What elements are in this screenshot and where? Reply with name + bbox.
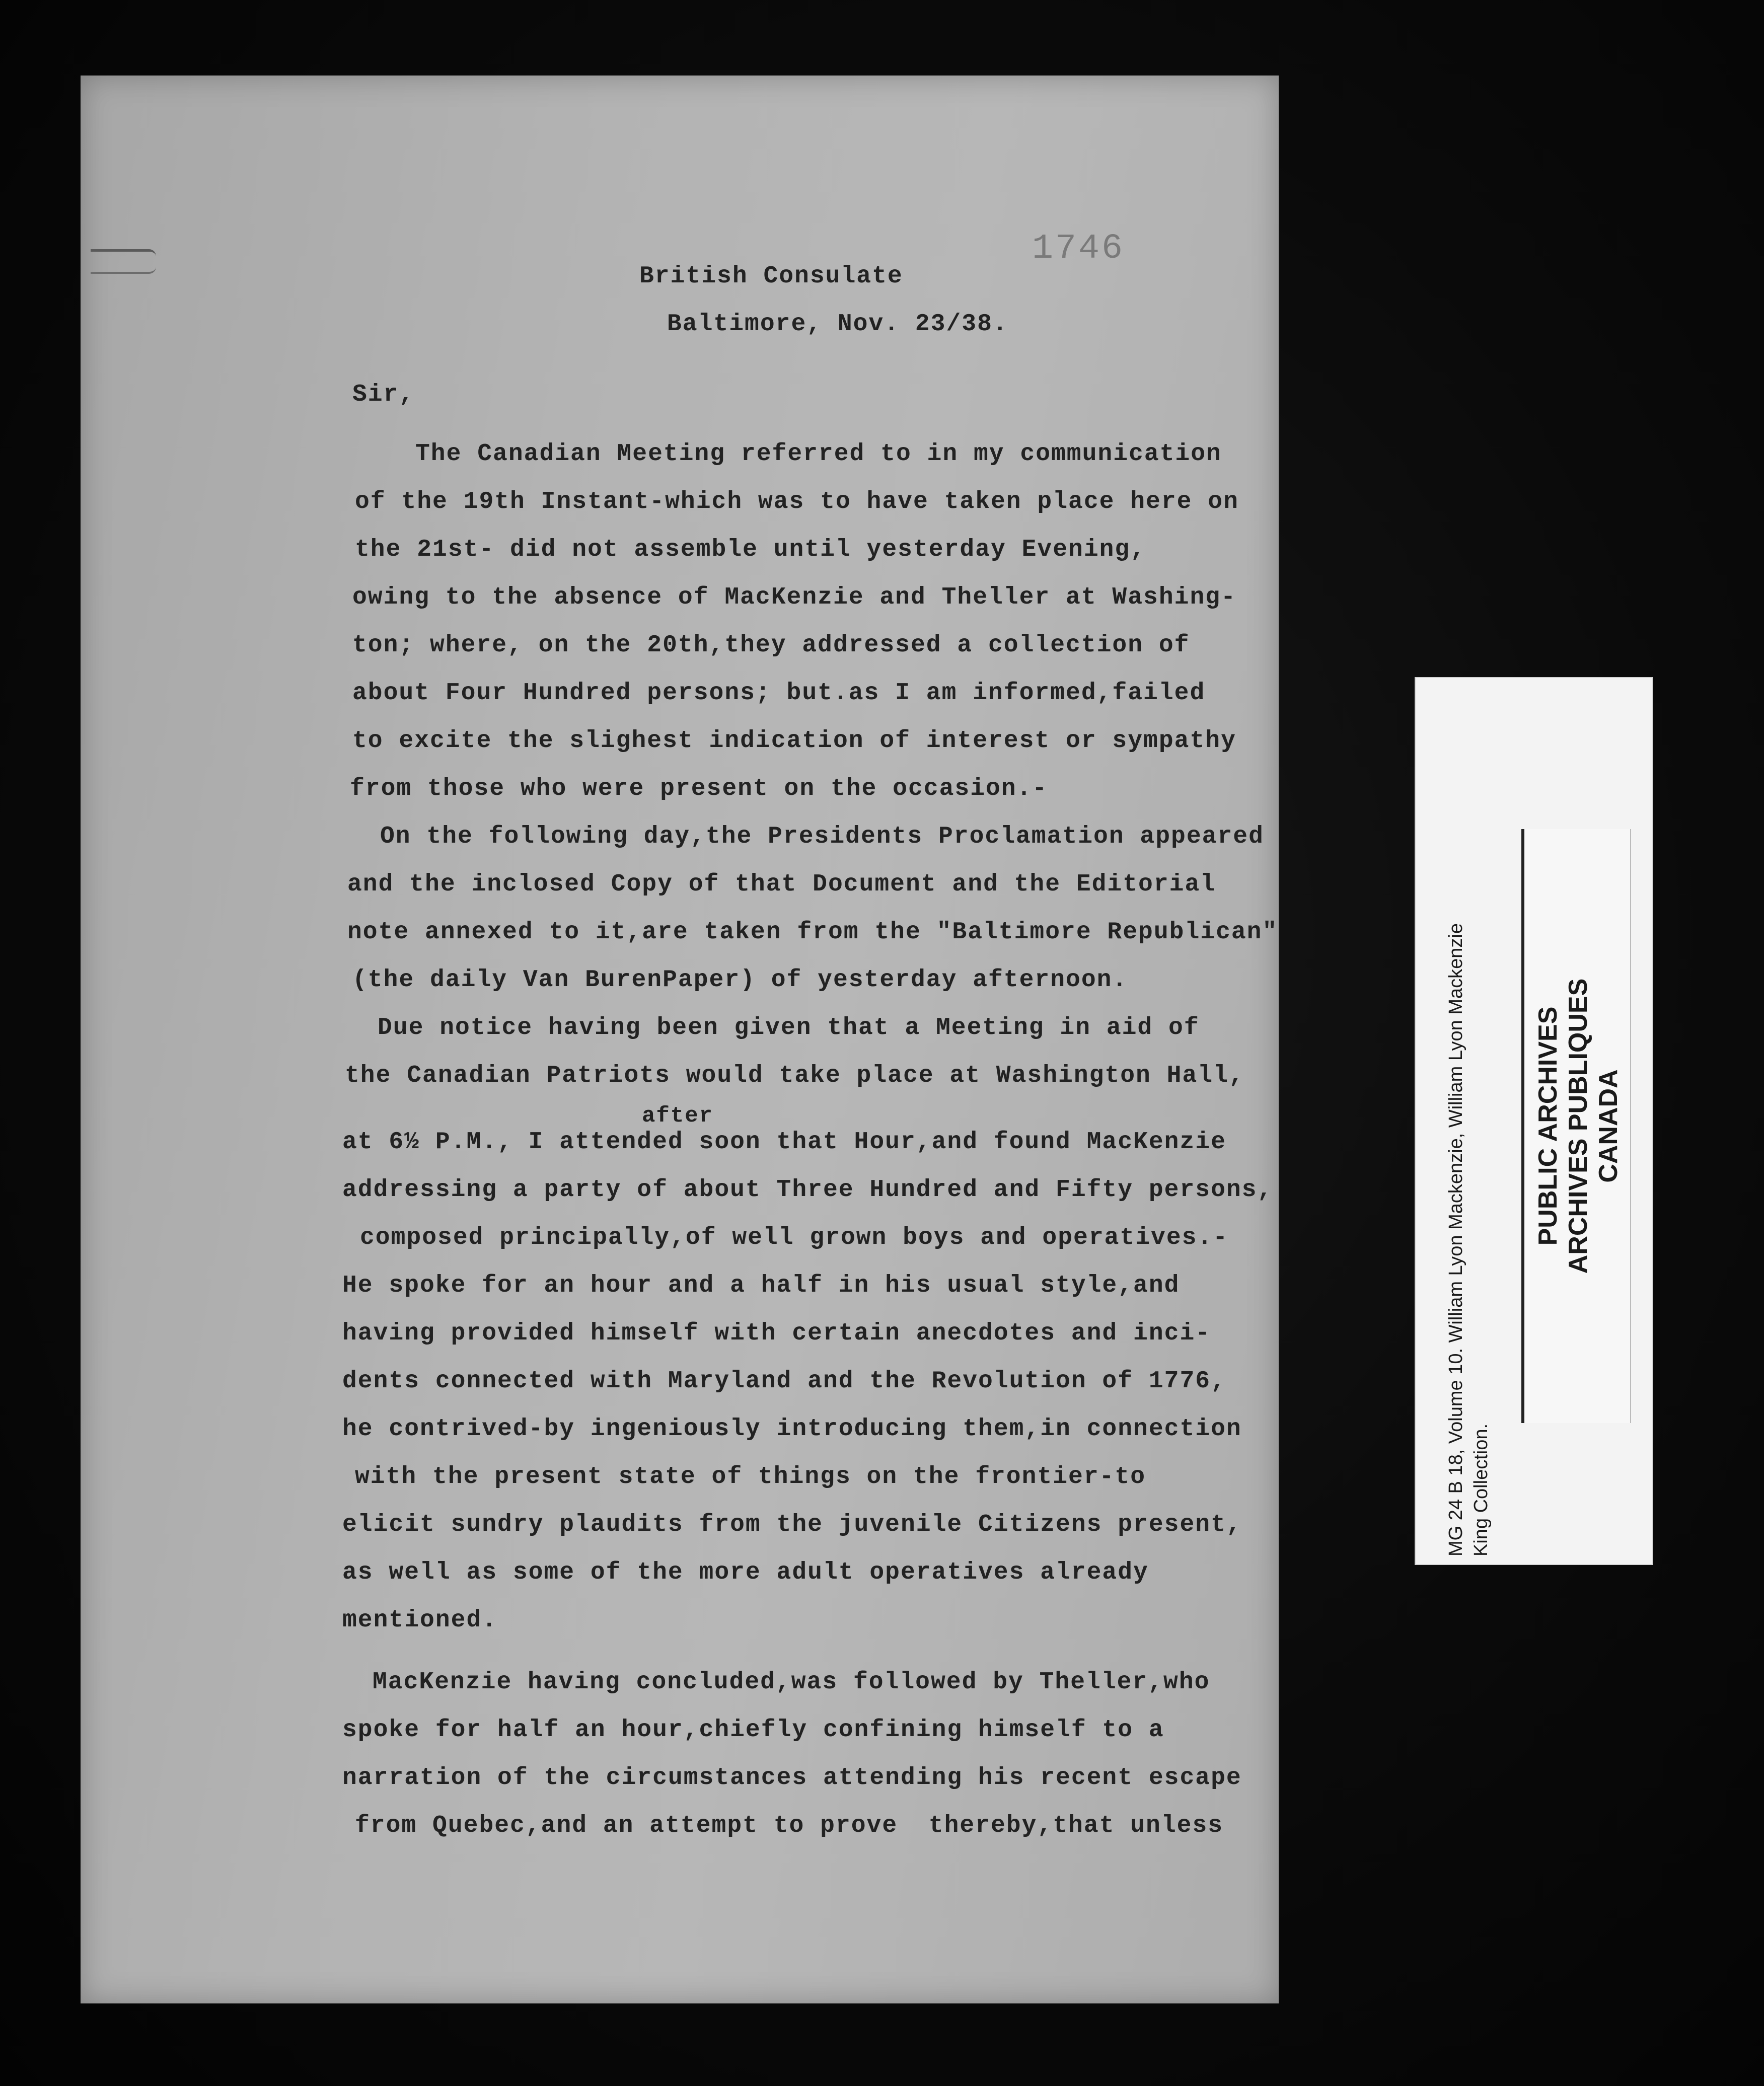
letter-salutation: Sir, xyxy=(352,381,415,408)
letter-line: of the 19th Instant-which was to have taken place here on xyxy=(355,488,1239,515)
letter-line: as well as some of the more adult operatives already xyxy=(342,1559,1149,1586)
citation-line-2: King Collection. xyxy=(1471,1423,1492,1556)
letter-line: owing to the absence of MacKenzie and Theller at Washing- xyxy=(352,584,1236,611)
letter-line: with the present state of things on the frontier-to xyxy=(355,1463,1146,1491)
archive-stamp-box xyxy=(1521,829,1631,1423)
letter-line: spoke for half an hour,chiefly confining himself to a xyxy=(342,1717,1164,1744)
letter-line: the Canadian Patriots would take place at Washington Hall, xyxy=(345,1062,1244,1089)
letter-line: narration of the circumstances attending his recent escape xyxy=(342,1764,1242,1792)
letter-line: and the inclosed Copy of that Document and the Editorial xyxy=(347,871,1216,898)
letter-line: (the daily Van BurenPaper) of yesterday afternoon. xyxy=(352,966,1128,994)
letter-line: MacKenzie having concluded,was followed by Theller,who xyxy=(373,1669,1210,1696)
letter-line: ton; where, on the 20th,they addressed a collection of xyxy=(352,632,1190,659)
letter-line: He spoke for an hour and a half in his usual style,and xyxy=(342,1272,1180,1299)
letter-line: he contrived-by ingeniously introducing them,in connection xyxy=(342,1416,1242,1443)
letter-line: composed principally,of well grown boys and operatives.- xyxy=(360,1224,1229,1251)
typed-letter-page xyxy=(81,76,1279,2003)
page-stamp-number: 1746 xyxy=(1032,229,1125,269)
letter-line: from Quebec,and an attempt to prove thereby,that unless xyxy=(355,1812,1224,1839)
letter-line: at 6½ P.M., I attended soon that Hour,and found MacKenzie xyxy=(342,1129,1226,1156)
citation-line-1: MG 24 B 18, Volume 10. William Lyon Mackenzie, William Lyon Mackenzie xyxy=(1445,923,1466,1556)
letter-line: dents connected with Maryland and the Revolution of 1776, xyxy=(342,1368,1226,1395)
letter-line: addressing a party of about Three Hundred and Fifty persons, xyxy=(342,1176,1273,1204)
letter-header-consulate: British Consulate xyxy=(639,263,903,290)
letter-line: to excite the slighest indication of interest or sympathy xyxy=(352,727,1236,755)
letter-line: Due notice having been given that a Meeting in aid of xyxy=(378,1014,1200,1041)
archive-label-card xyxy=(1415,677,1653,1565)
letter-line: mentioned. xyxy=(342,1607,498,1634)
archive-line-1: PUBLIC ARCHIVES xyxy=(1533,1006,1563,1246)
letter-line: having provided himself with certain anecdotes and inci- xyxy=(342,1320,1211,1347)
letter-line: the 21st- did not assemble until yesterday Evening, xyxy=(355,536,1146,563)
letter-line: The Canadian Meeting referred to in my communication xyxy=(415,440,1222,468)
paper-clip-mark xyxy=(91,249,156,274)
archive-line-3: CANADA xyxy=(1594,1069,1623,1183)
letter-line: about Four Hundred persons; but.as I am informed,failed xyxy=(352,680,1206,707)
archive-line-2: ARCHIVES PUBLIQUES xyxy=(1564,978,1593,1274)
letter-header-date: Baltimore, Nov. 23/38. xyxy=(667,311,1008,338)
letter-line: note annexed to it,are taken from the "Baltimore Republican" xyxy=(347,919,1278,946)
letter-line: On the following day,the Presidents Proclamation appeared xyxy=(380,823,1264,850)
letter-line: elicit sundry plaudits from the juvenile Citizens present, xyxy=(342,1511,1242,1538)
letter-line: from those who were present on the occasion.- xyxy=(350,775,1048,802)
handwritten-insertion: after xyxy=(642,1103,714,1129)
